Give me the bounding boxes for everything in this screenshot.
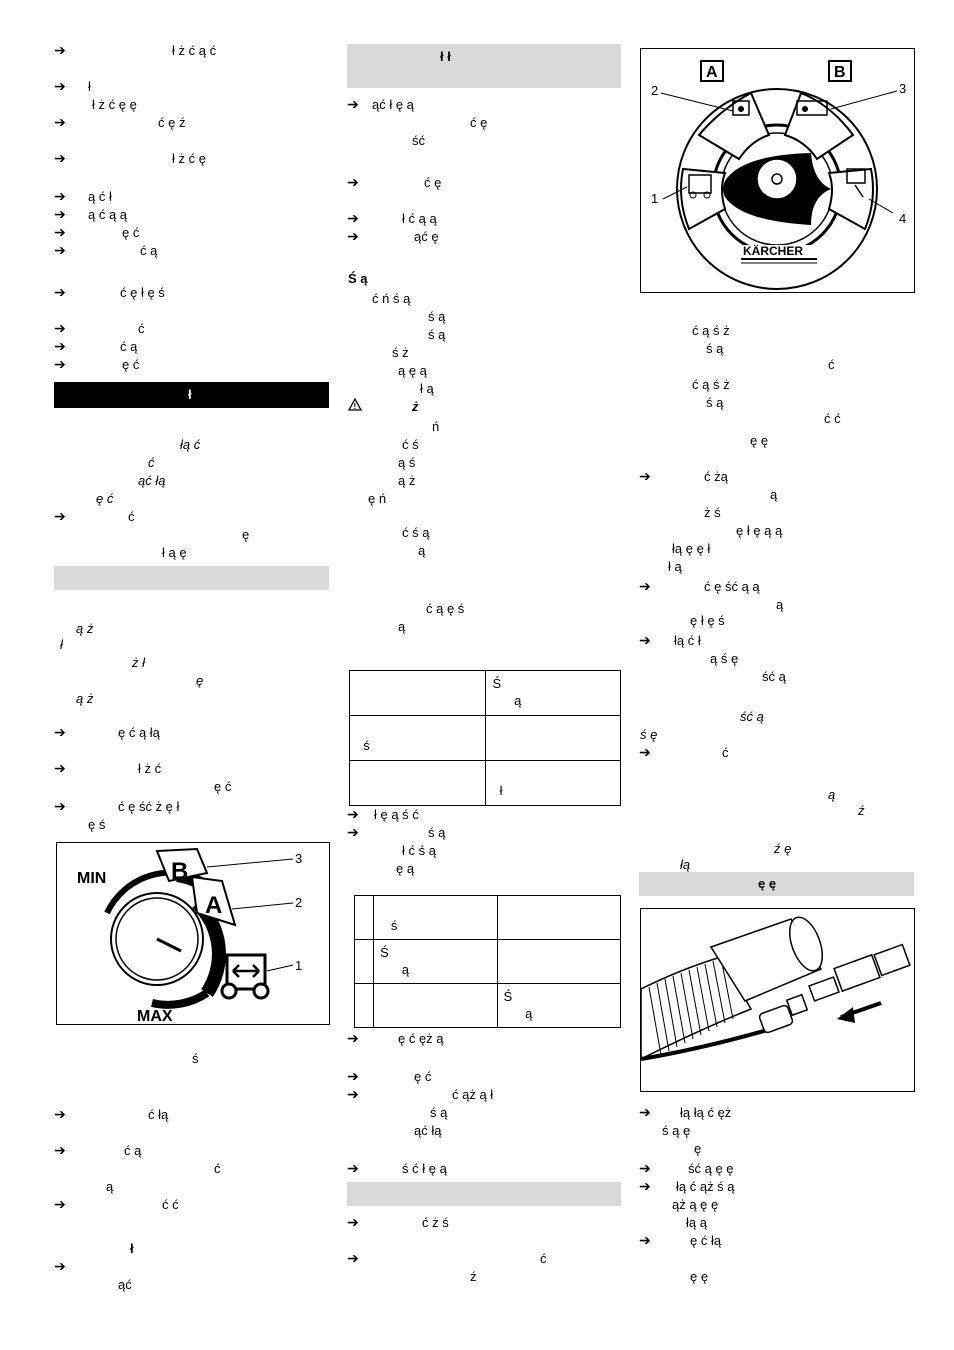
bullet-arrow-icon: ➔: [347, 210, 359, 226]
text-line: ł ć ą ą: [402, 211, 437, 226]
text-line: ć żą: [704, 469, 728, 484]
text-line: ł ż ć ę: [172, 151, 206, 166]
text-line: ż ś: [704, 505, 721, 520]
bullet-arrow-icon: ➔: [54, 1142, 66, 1158]
callout-1: 1: [295, 958, 303, 973]
bullet-arrow-icon: ➔: [54, 206, 66, 222]
section-bar-gray-top: [347, 44, 621, 88]
table-row: [350, 716, 621, 761]
table-cell: [355, 984, 374, 1028]
text-line: ł ć ś ą: [402, 843, 436, 858]
bullet-arrow-icon: ➔: [347, 1214, 359, 1230]
text-line: łą łą ć ęż: [680, 1105, 732, 1120]
text-line: łą ć: [180, 437, 201, 452]
arrow-left-icon: [837, 1003, 881, 1023]
text-line: ąć: [118, 1277, 132, 1292]
text-line: ść ą: [762, 669, 786, 684]
text-line: ę ć łą: [690, 1233, 722, 1248]
text-line: łą ą: [686, 1215, 707, 1230]
table-1: [349, 670, 621, 806]
text-line: ą: [398, 619, 406, 634]
text-line: ć ń ś ą: [372, 291, 411, 306]
callout-4: 4: [899, 211, 907, 226]
table-cell: [350, 761, 486, 806]
bullet-arrow-icon: ➔: [347, 174, 359, 190]
text-line: ć: [138, 321, 145, 336]
text-line: ł ż ć: [138, 761, 162, 776]
text-line: ę ć: [122, 225, 140, 240]
bullet-arrow-icon: ➔: [54, 356, 66, 372]
text-line: ą: [106, 1179, 114, 1194]
text-line: ć: [828, 357, 835, 372]
bullet-arrow-icon: ➔: [639, 1178, 651, 1194]
text-line: ś ż: [392, 345, 409, 360]
text-line: ć ę ł ę ś: [120, 285, 165, 300]
text-line: ć ę ź: [158, 115, 186, 130]
bullet-arrow-icon: ➔: [347, 96, 359, 112]
text-line: ę ś: [88, 817, 106, 832]
dial-max-label: MAX: [137, 1008, 173, 1024]
text-line: ł ą: [668, 559, 682, 574]
text-line: ć ć: [824, 411, 841, 426]
text-line: ę ę: [690, 1269, 709, 1284]
bullet-arrow-icon: ➔: [54, 1106, 66, 1122]
text-line: ą: [418, 543, 426, 558]
text-line: ł ę ą ś ć: [374, 807, 419, 822]
bullet-arrow-icon: ➔: [347, 806, 359, 822]
text-line: ę ę: [750, 433, 769, 448]
hose-icon: [641, 913, 829, 1059]
section-heading: Ś ą: [348, 271, 368, 286]
bullet-arrow-icon: ➔: [54, 242, 66, 258]
text-line: ę: [196, 673, 204, 688]
text-line: ć ąż ą ł: [452, 1087, 494, 1102]
text-line: ć: [148, 455, 155, 470]
table-row: [355, 896, 621, 940]
text-line: ł: [60, 637, 63, 652]
text-line: ś ą: [428, 327, 446, 342]
svg-text:!: !: [353, 402, 357, 411]
text-line: ą ż: [398, 473, 416, 488]
bullet-arrow-icon: ➔: [54, 508, 66, 524]
bullet-arrow-icon: ➔: [54, 284, 66, 300]
table-2: [354, 895, 621, 1028]
table-cell: ł: [486, 761, 621, 806]
text-line: ć ś: [402, 437, 419, 452]
callout-1: 1: [651, 191, 659, 206]
table-cell: [355, 940, 374, 984]
bullet-arrow-icon: ➔: [639, 1232, 651, 1248]
text-line: ę ł ę ś: [690, 613, 725, 628]
table-cell: Ś ą: [374, 940, 497, 984]
table-row: [350, 761, 621, 806]
table-cell: [497, 940, 620, 984]
section-bar-gray-top-label: ł ł: [440, 49, 451, 64]
text-line: ł ą: [420, 381, 434, 396]
bullet-arrow-icon: ➔: [639, 1160, 651, 1176]
section-bar-gray-right-label: ę ę: [758, 876, 777, 891]
bullet-arrow-icon: ➔: [347, 1086, 359, 1102]
text-line: ć ę: [424, 175, 442, 190]
bullet-arrow-icon: ➔: [639, 468, 651, 484]
table-cell: [497, 896, 620, 940]
text-line: ś ą: [428, 309, 446, 324]
text-line: łą ć ł: [674, 633, 701, 648]
pressure-dial-figure: [56, 842, 330, 1025]
text-line: ń: [432, 419, 440, 434]
bullet-arrow-icon: ➔: [54, 114, 66, 130]
text-line: ę: [242, 527, 250, 542]
text-line: ę ć: [414, 1069, 432, 1084]
text-line: ę ł ę ą ą: [736, 523, 783, 538]
text-line: ć ą ę ś: [426, 601, 465, 616]
text-line: ć: [214, 1161, 221, 1176]
text-line: ąć łą: [414, 1123, 442, 1138]
text-line: ć ą ś ż: [692, 377, 730, 392]
text-line: ą ż: [76, 691, 94, 706]
text-line: ąć ę: [414, 229, 439, 244]
text-line: ś ę: [640, 727, 658, 742]
text-line: ś ą: [706, 341, 724, 356]
callout-2: 2: [651, 83, 659, 98]
table-cell: [374, 984, 497, 1028]
text-line: ć ś ą: [402, 525, 430, 540]
bullet-arrow-icon: ➔: [54, 760, 66, 776]
text-line: ć: [722, 745, 729, 760]
text-line: ł ą ę: [162, 545, 187, 560]
text-line: łą ć ąż ś ą: [676, 1179, 735, 1194]
bullet-arrow-icon: ➔: [639, 1104, 651, 1120]
bullet-arrow-icon: ➔: [347, 824, 359, 840]
table-cell: ś: [374, 896, 497, 940]
text-line: łą: [680, 857, 691, 872]
text-line: ść ą ę ę: [688, 1161, 734, 1176]
table-cell: Ś ą: [497, 984, 620, 1028]
text-line: ś ą: [430, 1105, 448, 1120]
text-line: ś ą: [428, 825, 446, 840]
bullet-arrow-icon: ➔: [54, 42, 66, 58]
dial-b-label: B: [171, 858, 189, 885]
section-bar-gray-right: [639, 872, 914, 896]
text-line: ś ą ę: [662, 1123, 691, 1138]
text-line: ś ą: [706, 395, 724, 410]
text-line: ę ć: [122, 357, 140, 372]
bullet-arrow-icon: ➔: [54, 188, 66, 204]
table-row: [350, 671, 621, 716]
section-bar-gray-bottom: [347, 1182, 621, 1206]
box-a-label: A: [706, 64, 718, 81]
text-line: ć ę: [470, 115, 488, 130]
table-cell: [486, 716, 621, 761]
text-line: ą: [776, 597, 784, 612]
brand-logo: KÄRCHER: [743, 244, 803, 258]
text-line: ć ą: [140, 243, 158, 258]
text-line: ć ą: [120, 339, 138, 354]
text-line: ź ę: [774, 841, 792, 856]
table-cell: [350, 671, 486, 716]
bullet-arrow-icon: ➔: [639, 632, 651, 648]
box-b-label: B: [834, 64, 846, 81]
bullet-arrow-icon: ➔: [54, 320, 66, 336]
text-line: ą ś: [398, 455, 416, 470]
text-line: ś: [192, 1051, 199, 1066]
text-line: ą ś ę: [710, 651, 739, 666]
program-selector-svg: [641, 49, 914, 292]
program-selector-figure: [640, 48, 915, 293]
bullet-arrow-icon: ➔: [54, 78, 66, 94]
text-line: ę ć: [214, 779, 232, 794]
text-line: ę ć ą łą: [118, 725, 160, 740]
text-line: ź: [470, 1269, 477, 1284]
hose-coupling-figure: [640, 908, 915, 1092]
bullet-arrow-icon: ➔: [54, 224, 66, 240]
table-cell: ś: [350, 716, 486, 761]
text-line: ą: [828, 787, 836, 802]
section-bar-black-label: ł: [188, 387, 192, 402]
bullet-arrow-icon: ➔: [639, 744, 651, 760]
text-line: ł ż ć ą ć: [172, 43, 217, 58]
pressure-dial-svg: [57, 843, 329, 1024]
text-line: ć: [540, 1251, 547, 1266]
text-line: ść: [412, 133, 425, 148]
text-line: ć ć: [162, 1197, 179, 1212]
text-line: ę: [694, 1141, 702, 1156]
text-line: ąż ą ę ę: [672, 1197, 719, 1212]
dial-min-label: MIN: [77, 870, 107, 887]
text-line: ż ł: [132, 655, 145, 670]
text-line: ę ć: [96, 491, 114, 506]
table-cell: [355, 896, 374, 940]
text-line: ę ń: [368, 491, 387, 506]
text-line: ść ą: [740, 709, 764, 724]
bullet-arrow-icon: ➔: [347, 1250, 359, 1266]
vehicle-icon: [222, 955, 268, 998]
bullet-arrow-icon: ➔: [54, 338, 66, 354]
table-cell: Ś ą: [486, 671, 621, 716]
text-line: ąć ł ę ą: [372, 97, 414, 112]
warning-icon: [348, 398, 362, 414]
text-line: ą ż: [76, 621, 94, 636]
text-line: ę ć ęż ą: [398, 1031, 444, 1046]
bullet-arrow-icon: ➔: [54, 150, 66, 166]
table-row: [355, 984, 621, 1028]
bullet-arrow-icon: ➔: [347, 1030, 359, 1046]
text-line: ł: [88, 79, 91, 94]
dial-a-label: A: [205, 892, 223, 919]
text-line: ź: [858, 803, 865, 818]
text-line: ą ć ą ą: [88, 207, 128, 222]
text-line: ć: [128, 509, 135, 524]
section-bar-gray: [54, 566, 329, 590]
bullet-arrow-icon: ➔: [54, 724, 66, 740]
text-line: ś ć ł ę ą: [402, 1161, 447, 1176]
bullet-arrow-icon: ➔: [347, 1160, 359, 1176]
text-line: ę ą: [396, 861, 415, 876]
bullet-arrow-icon: ➔: [54, 798, 66, 814]
text-line: ć ą ś ż: [692, 323, 730, 338]
text-line: ć łą: [148, 1107, 169, 1122]
warning-word: ż: [412, 399, 419, 414]
text-line: ł ż ć ę ę: [92, 97, 137, 112]
hose-coupling-svg: [641, 909, 914, 1091]
text-line: łą ę ę ł: [672, 541, 711, 556]
callout-3: 3: [295, 851, 303, 866]
text-line: ąć łą: [138, 473, 166, 488]
text-line: ć ż ś: [422, 1215, 449, 1230]
text-line: ą ć ł: [88, 189, 112, 204]
text-line: ć ę ść ż ę ł: [118, 799, 180, 814]
text-line: ą: [770, 487, 778, 502]
bullet-arrow-icon: ➔: [347, 228, 359, 244]
callout-3: 3: [899, 81, 907, 96]
text-line: ć ą: [124, 1143, 142, 1158]
table-row: [355, 940, 621, 984]
bullet-arrow-icon: ➔: [54, 1258, 66, 1274]
bullet-arrow-icon: ➔: [54, 1196, 66, 1212]
bullet-arrow-icon: ➔: [347, 1068, 359, 1084]
callout-2: 2: [295, 895, 303, 910]
text-line: ł: [130, 1241, 134, 1256]
bullet-arrow-icon: ➔: [639, 578, 651, 594]
text-line: ć ę ść ą ą: [704, 579, 760, 594]
text-line: ą ę ą: [398, 363, 427, 378]
